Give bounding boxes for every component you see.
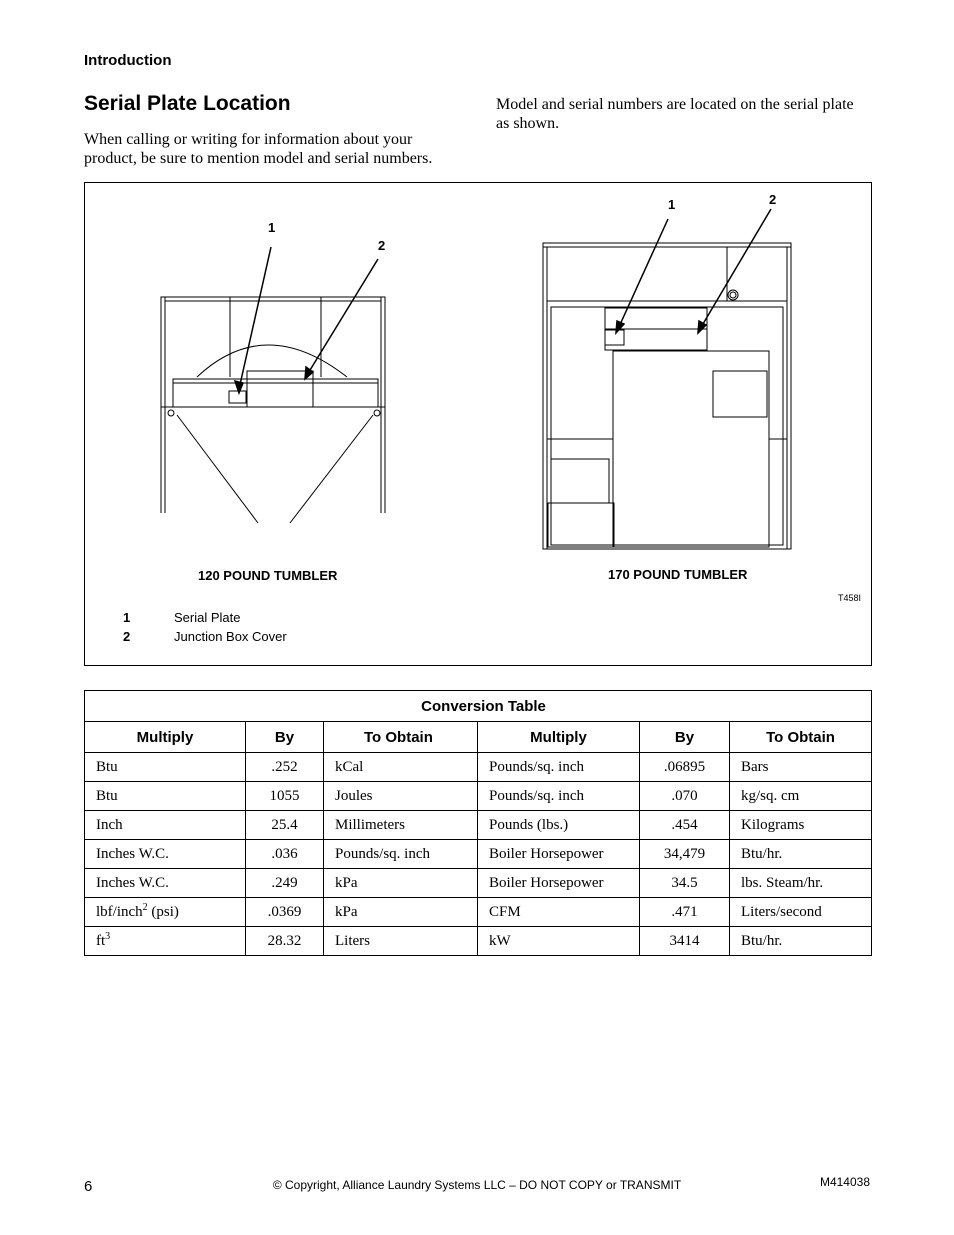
table-cell: Inches W.C.: [85, 840, 246, 869]
figure-code: T458I: [838, 593, 862, 603]
table-cell: .454: [640, 811, 730, 840]
legend-num: 2: [123, 629, 131, 644]
table-cell: Boiler Horsepower: [478, 840, 640, 869]
table-cell: Pounds/sq. inch: [324, 840, 478, 869]
table-cell: Liters: [324, 927, 478, 956]
page-number: 6: [84, 1178, 93, 1195]
page-title: Serial Plate Location: [84, 92, 291, 115]
table-cell: Btu/hr.: [730, 927, 872, 956]
table-cell: Millimeters: [324, 811, 478, 840]
tumbler-illustration: [85, 183, 871, 665]
intro-paragraph-right: Model and serial numbers are located on the serial plate as shown.: [496, 96, 854, 132]
table-cell: 25.4: [246, 811, 324, 840]
table-cell: [85, 898, 246, 927]
table-row: [85, 811, 872, 840]
table-cell: Inch: [85, 811, 246, 840]
table-cell: Pounds (lbs.): [478, 811, 640, 840]
tumbler-170-leaders: [616, 209, 771, 333]
table-header-row: [85, 722, 872, 753]
column-header: To Obtain: [730, 722, 872, 753]
table-cell: .249: [246, 869, 324, 898]
serial-plate-figure: [84, 182, 872, 666]
table-cell: CFM: [478, 898, 640, 927]
table-cell: kCal: [324, 753, 478, 782]
table-cell: kg/sq. cm: [730, 782, 872, 811]
conversion-table: [84, 690, 872, 956]
table-cell: .0369: [246, 898, 324, 927]
unit-base: lbf/inch: [96, 903, 143, 920]
unit-superscript: 2: [142, 901, 148, 913]
callout-2-left: 2: [378, 238, 386, 253]
table-cell: Kilograms: [730, 811, 872, 840]
table-cell: Btu/hr.: [730, 840, 872, 869]
callout-2-right: 2: [769, 192, 777, 207]
legend-text: Junction Box Cover: [174, 629, 287, 644]
intro-paragraph-left: When calling or writing for information about your product, be sure to mention model and serial numbers.: [84, 131, 433, 167]
table-row: [85, 840, 872, 869]
column-header: To Obtain: [324, 722, 478, 753]
table-cell: [85, 927, 246, 956]
table-cell: lbs. Steam/hr.: [730, 869, 872, 898]
table-cell: kW: [478, 927, 640, 956]
table-cell: Btu: [85, 753, 246, 782]
table-cell: Boiler Horsepower: [478, 869, 640, 898]
table-cell: Pounds/sq. inch: [478, 753, 640, 782]
copyright-notice: © Copyright, Alliance Laundry Systems LLC – DO NOT COPY or TRANSMIT: [272, 1178, 682, 1192]
table-row: [85, 782, 872, 811]
table-row: [85, 869, 872, 898]
caption-170-pound: 170 POUND TUMBLER: [608, 567, 748, 582]
legend-num: 1: [123, 610, 131, 625]
table-cell: 28.32: [246, 927, 324, 956]
table-cell: Inches W.C.: [85, 869, 246, 898]
table-row: [85, 927, 872, 956]
table-cell: .070: [640, 782, 730, 811]
table-cell: Btu: [85, 782, 246, 811]
table-row: [85, 898, 872, 927]
table-cell: .252: [246, 753, 324, 782]
legend-text: Serial Plate: [174, 610, 241, 625]
caption-120-pound: 120 POUND TUMBLER: [198, 568, 338, 583]
column-header: By: [246, 722, 324, 753]
table-cell: 34,479: [640, 840, 730, 869]
table-row: [85, 753, 872, 782]
tumbler-120-drawing: [161, 297, 385, 523]
table-cell: 34.5: [640, 869, 730, 898]
section-label: Introduction: [84, 52, 172, 69]
table-cell: Liters/second: [730, 898, 872, 927]
unit-base: ft: [96, 932, 106, 949]
tumbler-170-drawing: [543, 243, 791, 549]
table-cell: .06895: [640, 753, 730, 782]
table-cell: kPa: [324, 898, 478, 927]
column-header: Multiply: [478, 722, 640, 753]
table-cell: Pounds/sq. inch: [478, 782, 640, 811]
table-caption: Conversion Table: [85, 691, 872, 722]
callout-1-left: 1: [268, 220, 276, 235]
document-code: M414038: [819, 1175, 870, 1189]
callout-1-right: 1: [668, 197, 676, 212]
unit-suffix: (psi): [147, 903, 179, 920]
table-cell: .471: [640, 898, 730, 927]
table-cell: 3414: [640, 927, 730, 956]
table-cell: Joules: [324, 782, 478, 811]
column-header: By: [640, 722, 730, 753]
table-cell: .036: [246, 840, 324, 869]
table-cell: 1055: [246, 782, 324, 811]
column-header: Multiply: [85, 722, 246, 753]
unit-superscript: 3: [105, 930, 111, 942]
table-cell: Bars: [730, 753, 872, 782]
table-cell: kPa: [324, 869, 478, 898]
